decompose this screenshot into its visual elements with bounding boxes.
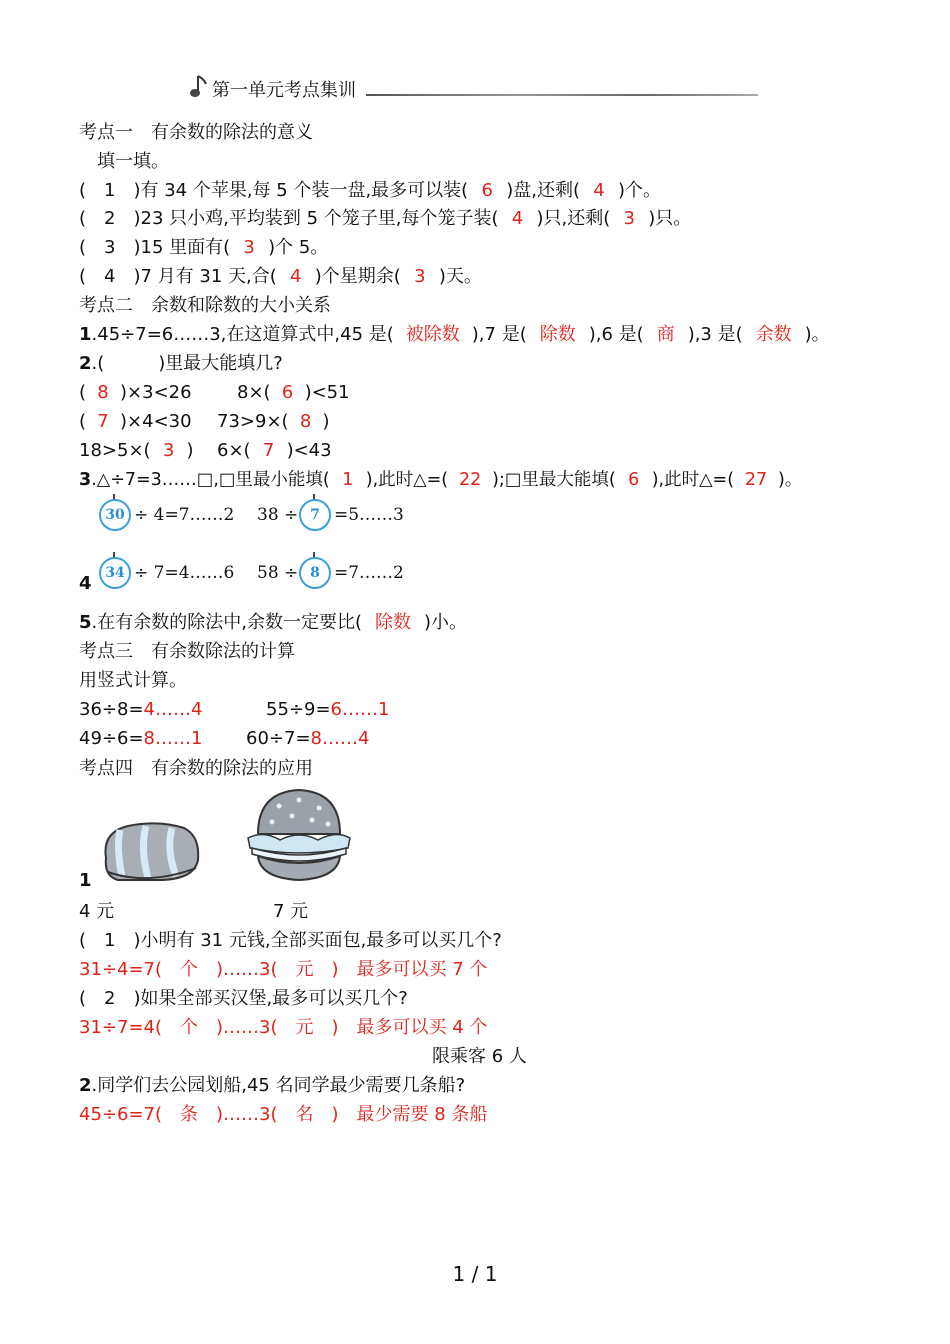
s2-q2-row3-text-4: )<43 — [286, 440, 332, 461]
calc-answer: 6……1 — [330, 699, 390, 720]
section-1-heading: 考点一 有余数的除法的意义 — [79, 122, 313, 143]
s2-q2-row2-answer-b: 8 — [299, 411, 312, 432]
s1-q2-text-3: )只。 — [648, 208, 692, 229]
boat-capacity-note: 限乘客 6 人 — [432, 1046, 527, 1067]
apple-equation-prefix: 38 ÷ — [257, 505, 299, 525]
s2-q1-answer-4: 余数 — [755, 324, 792, 345]
s2-q2-number: 2 — [79, 353, 92, 374]
s2-q3-text-3: );□里最大能填( — [492, 470, 616, 490]
page-number: 1 / 1 — [452, 1262, 498, 1286]
s1-q4-answer-2: 3 — [414, 266, 426, 287]
s2-q2-row3-text-3: 6×( — [217, 440, 251, 461]
section-2-heading: 考点二 余数和除数的大小关系 — [79, 295, 331, 316]
s1-q4-text-2: )个星期余( — [314, 266, 401, 287]
s2-q3-text-5: )。 — [778, 470, 803, 490]
s2-question-3 — [79, 469, 802, 491]
s2-q5-text-2: )小。 — [424, 612, 468, 633]
s2-q2-row2-answer-a: 7 — [97, 411, 109, 432]
s2-q1-answer-2: 除数 — [539, 324, 576, 345]
s1-q2-answer-1: 4 — [511, 208, 524, 229]
s1-q1-answer-1: 6 — [481, 180, 493, 201]
apple-ball-answer: 34 — [99, 557, 131, 589]
s1-q4-text: ( 4 )7 月有 31 天,合( — [79, 266, 277, 287]
s4-q2-text: .同学们去公园划船,45 名同学最少需要几条船? — [91, 1075, 466, 1096]
s2-q3-answer-2: 22 — [458, 470, 482, 490]
s1-question-3 — [79, 237, 328, 259]
s4-question-2 — [79, 1075, 465, 1097]
s2-q2-row-3b — [217, 440, 332, 462]
apple-ball-answer: 30 — [99, 499, 131, 531]
calc-expression: 55÷9= — [266, 699, 331, 720]
s2-question-2 — [79, 353, 283, 375]
calc-answer: 8……1 — [143, 728, 203, 749]
s2-q2-row-2 — [79, 411, 192, 433]
s2-q2-row-1 — [79, 382, 192, 404]
s2-q5-number: 5 — [79, 612, 92, 633]
s2-q5-text: .在有余数的除法中,余数一定要比( — [91, 612, 362, 633]
s2-q1-number: 1 — [79, 324, 92, 345]
s2-q2-row1-text-3: )<51 — [304, 382, 350, 403]
header-title: 第一单元考点集训 — [212, 80, 356, 101]
s1-q4-answer-1: 4 — [290, 266, 302, 287]
s2-q1-text-2: ),7 是( — [471, 324, 527, 345]
price-hamburger: 7 元 — [273, 901, 309, 922]
s4-q1-sub-1: ( 1 )小明有 31 元钱,全部买面包,最多可以买几个? — [79, 930, 502, 951]
s1-q3-answer-1: 3 — [243, 237, 255, 258]
s1-q1-text-2: )盘,还剩( — [506, 180, 580, 201]
apple-ball-answer: 7 — [299, 499, 331, 531]
calc-4 — [246, 728, 369, 750]
s1-q1-text: ( 1 )有 34 个苹果,每 5 个装一盘,最多可以装( — [79, 180, 469, 201]
s2-q1-text-5: )。 — [804, 324, 830, 345]
s4-question-1-number: 1 — [79, 870, 92, 891]
s2-q2-row3-text-2: ) — [186, 440, 194, 461]
s1-q3-text: ( 3 )15 里面有( — [79, 237, 231, 258]
s2-q2-row-2b — [217, 411, 330, 433]
s2-q3-text-2: ),此时△=( — [365, 470, 449, 490]
s2-q2-row-3 — [79, 440, 194, 462]
paren-open: ( — [79, 382, 87, 403]
s2-q5-answer: 除数 — [375, 612, 411, 633]
header-rule — [366, 94, 758, 96]
s2-q3-text-4: ),此时△=( — [651, 470, 735, 490]
s2-question-5 — [79, 612, 467, 634]
price-bread: 4 元 — [79, 901, 115, 922]
paren-open: ( — [79, 411, 87, 432]
s2-q2-row3-text-1: 18>5×( — [79, 440, 151, 461]
section-4-heading: 考点四 有余数的除法的应用 — [79, 758, 313, 779]
calc-2 — [266, 699, 389, 721]
s2-q1-text: .45÷7=6……3,在这道算式中,45 是( — [91, 324, 394, 345]
s2-q3-answer-4: 27 — [744, 470, 768, 490]
s2-q3-number: 3 — [79, 470, 92, 490]
s2-q2-row2-text-3: ) — [322, 411, 330, 432]
s2-question-4-number: 4 — [79, 573, 92, 594]
s1-q2-text-2: )只,还剩( — [536, 208, 611, 229]
calc-3 — [79, 728, 202, 750]
s2-q3-answer-3: 6 — [628, 470, 640, 490]
calc-answer: 4……4 — [143, 699, 203, 720]
s2-q1-answer-1: 被除数 — [405, 324, 460, 345]
s1-q1-text-3: )个。 — [618, 180, 662, 201]
apple-equation-prefix: 58 ÷ — [257, 563, 299, 583]
calc-expression: 36÷8= — [79, 699, 144, 720]
s4-q2-number: 2 — [79, 1075, 92, 1096]
apple-equation-text: ÷ 4=7……2 — [134, 505, 235, 525]
s1-question-4 — [79, 266, 482, 288]
apple-equation-text: =7……2 — [334, 563, 404, 583]
calc-1 — [79, 699, 202, 721]
s2-q2-row3-answer-b: 7 — [262, 440, 275, 461]
s1-question-2 — [79, 208, 691, 230]
s2-q2-row2-text-2: 73>9×( — [217, 411, 289, 432]
s1-question-1 — [79, 180, 661, 202]
s1-q3-text-2: )个 5。 — [268, 237, 329, 258]
section-3-intro: 用竖式计算。 — [79, 670, 187, 691]
s2-q2-row-1b — [237, 382, 350, 404]
s4-q1-sub-1-answer: 31÷4=7( 个 )……3( 元 ) 最多可以买 7 个 — [79, 959, 488, 980]
s2-q3-answer-1: 1 — [342, 470, 354, 490]
s4-q2-answer: 45÷6=7( 条 )……3( 名 ) 最少需要 8 条船 — [79, 1104, 488, 1125]
s2-q1-text-3: ),6 是( — [588, 324, 644, 345]
s2-q3-text: .△÷7=3……□,□里最小能填( — [91, 470, 330, 490]
s2-q2-row1-text-2: 8×( — [237, 382, 271, 403]
s1-q4-text-3: )天。 — [438, 266, 482, 287]
s4-q1-sub-2: ( 2 )如果全部买汉堡,最多可以买几个? — [79, 988, 408, 1009]
s2-q1-answer-3: 商 — [656, 324, 675, 345]
s1-q2-text: ( 2 )23 只小鸡,平均装到 5 个笼子里,每个笼子装( — [79, 208, 499, 229]
apple-equation-text: ÷ 7=4……6 — [134, 563, 235, 583]
music-note-icon — [188, 74, 210, 100]
hamburger-image — [244, 786, 354, 884]
s2-q2-row1-text-1: )×3<26 — [120, 382, 192, 403]
s2-q2-row3-answer-a: 3 — [162, 440, 175, 461]
s1-q1-answer-2: 4 — [593, 180, 605, 201]
apple-equation-text: =5……3 — [334, 505, 404, 525]
section-1-intro: 填一填。 — [97, 151, 169, 172]
s2-q2-row1-answer-b: 6 — [281, 382, 294, 403]
calc-expression: 49÷6= — [79, 728, 144, 749]
s4-q1-sub-2-answer: 31÷7=4( 个 )……3( 元 ) 最多可以买 4 个 — [79, 1017, 488, 1038]
s2-q2-row2-text-1: )×4<30 — [120, 411, 192, 432]
s2-q2-text: .( )里最大能填几? — [91, 353, 283, 374]
s2-q2-row1-answer-a: 8 — [97, 382, 109, 403]
calc-answer: 8……4 — [310, 728, 370, 749]
section-3-heading: 考点三 有余数除法的计算 — [79, 641, 295, 662]
bread-image — [98, 818, 202, 886]
s2-q1-text-4: ),3 是( — [687, 324, 743, 345]
s1-q2-answer-2: 3 — [623, 208, 635, 229]
apple-ball-answer: 8 — [299, 557, 331, 589]
s2-question-1 — [79, 324, 830, 346]
calc-expression: 60÷7= — [246, 728, 311, 749]
